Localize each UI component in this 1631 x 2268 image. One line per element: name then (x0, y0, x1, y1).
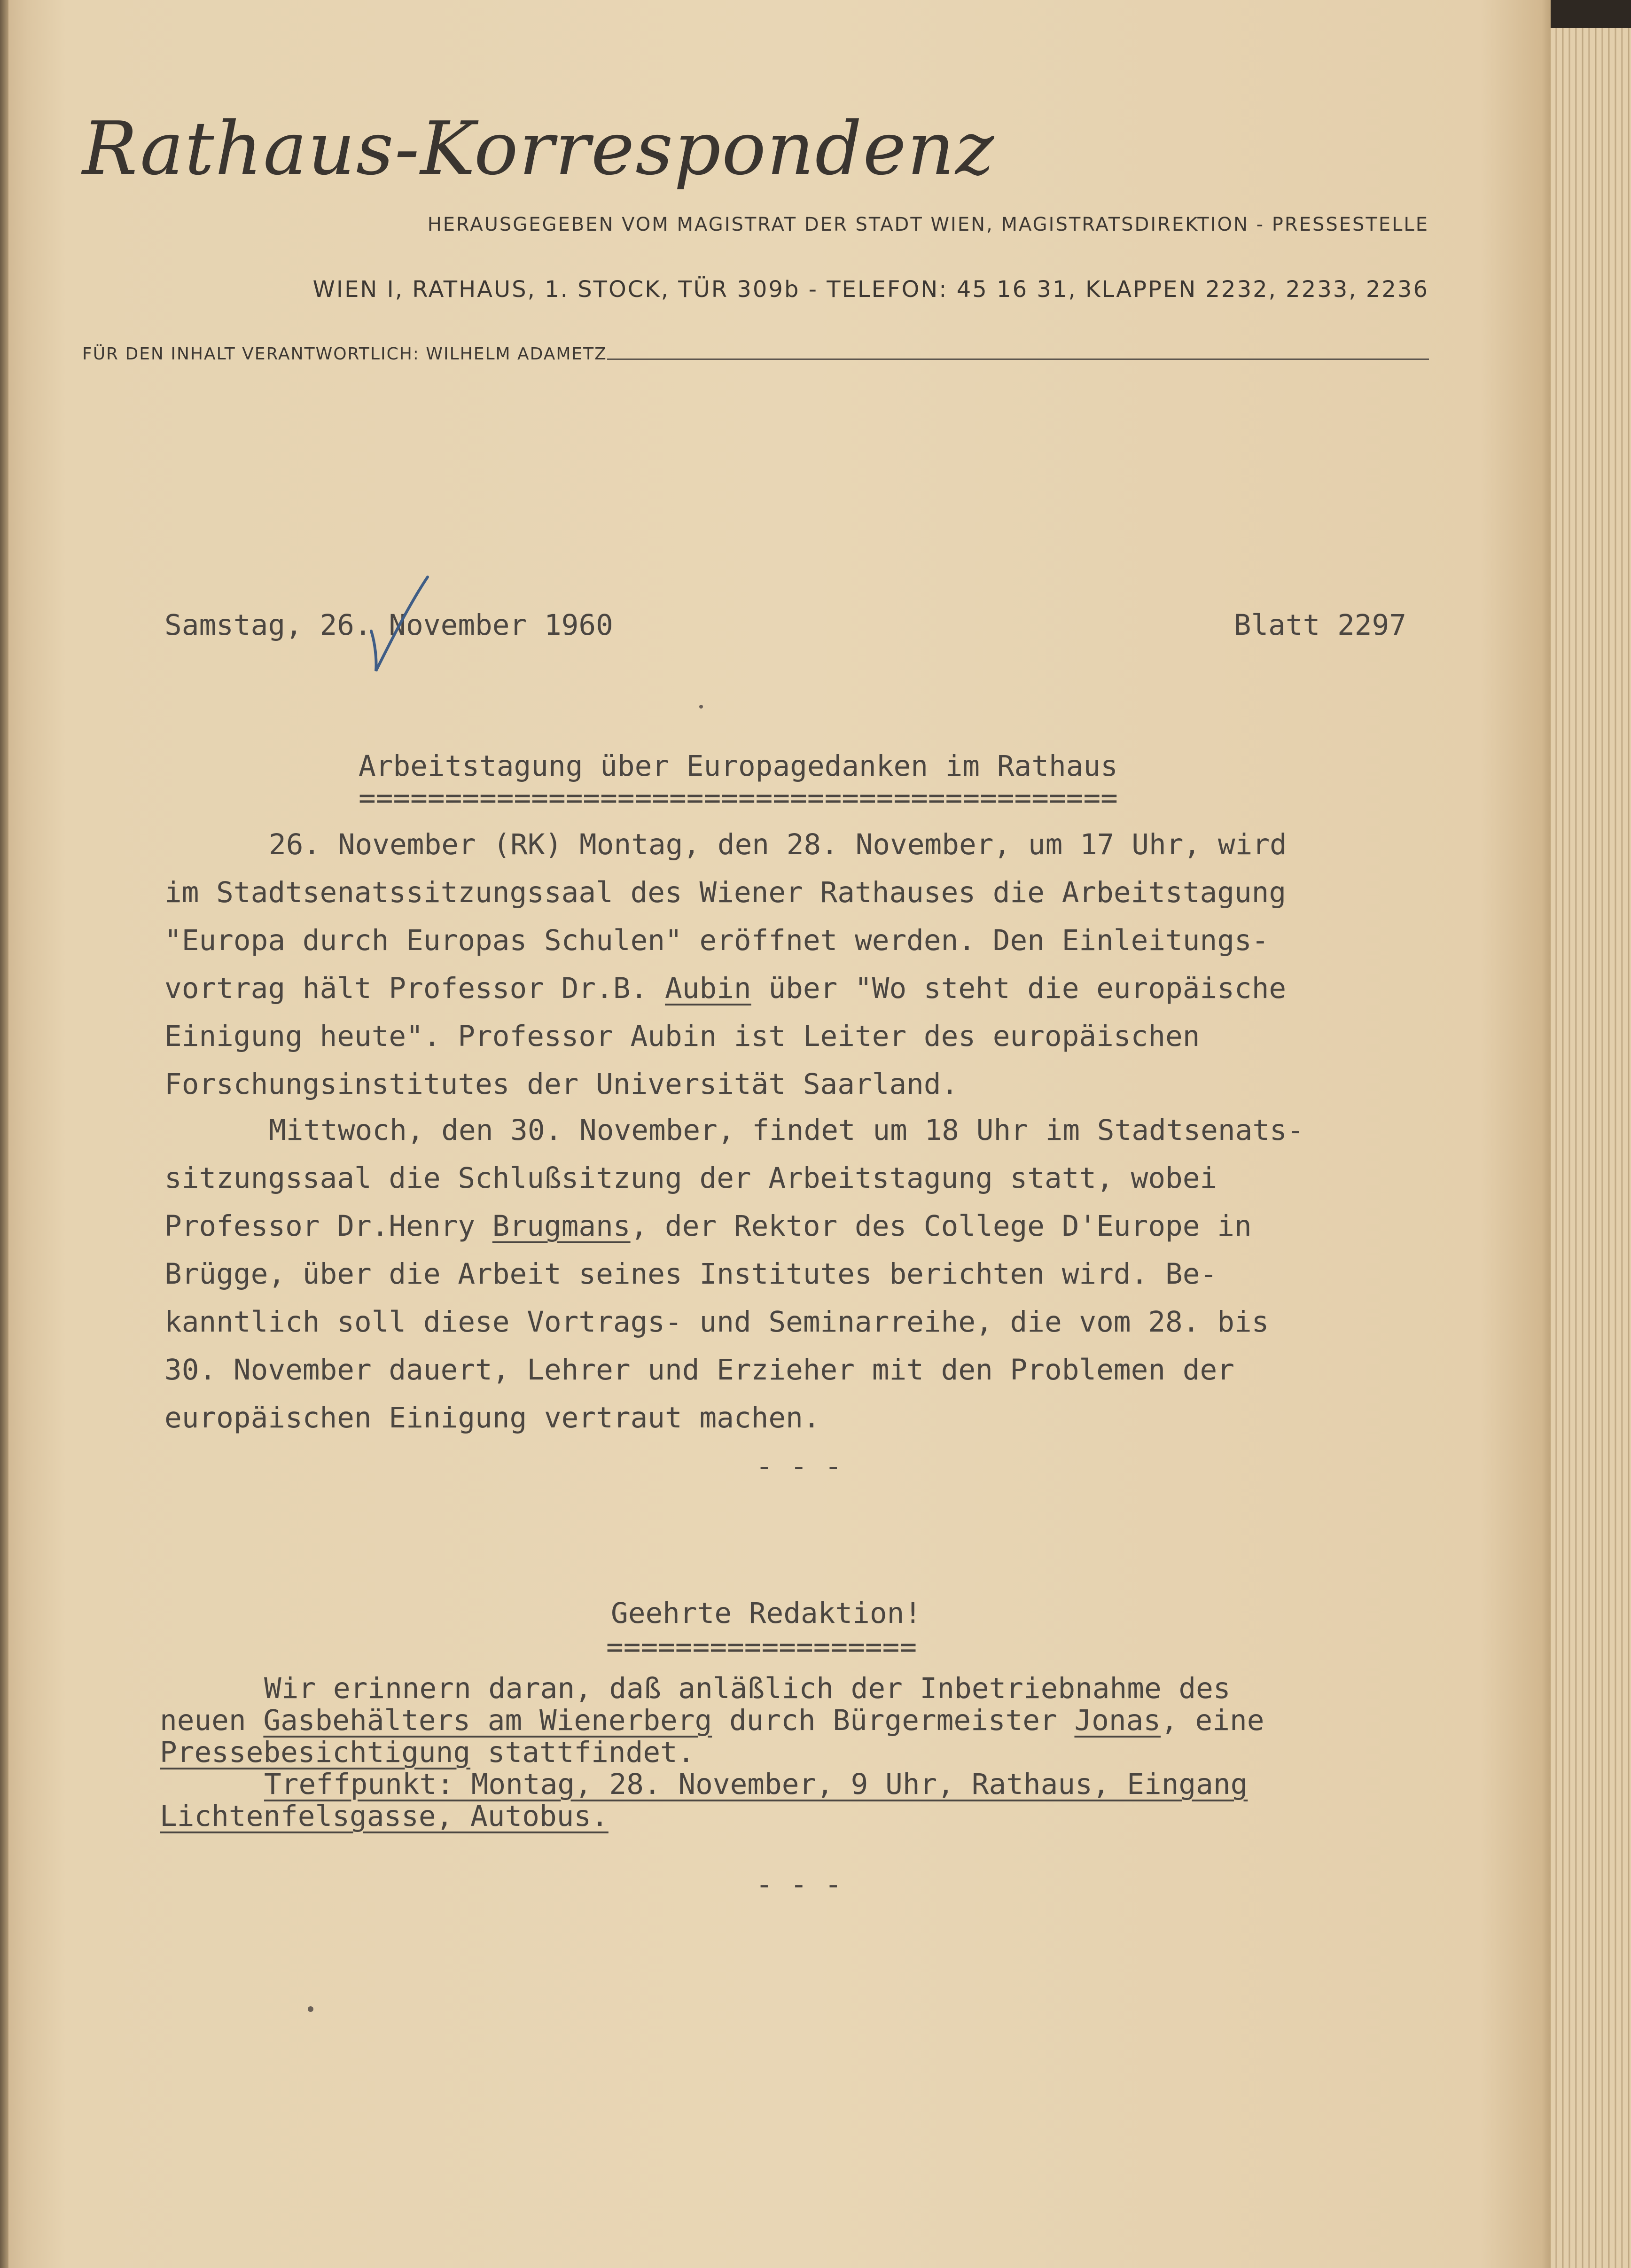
notice-paragraph (160, 1673, 1428, 1832)
responsible-line: FÜR DEN INHALT VERANTWORTLICH: WILHELM ADAMETZ (82, 344, 607, 364)
text-segment: stattfindet. (470, 1736, 695, 1769)
article-paragraph-1 (164, 821, 1433, 1108)
underlined-name: Jonas (1074, 1704, 1161, 1737)
text-line: Wir erinnern daran, daß anläßlich der Inbetriebnahme des (264, 1672, 1231, 1705)
text-line (160, 1705, 1428, 1737)
paper-speck (699, 705, 703, 709)
text-segment: , eine (1161, 1704, 1264, 1737)
text-segment: durch Bürgermeister (712, 1704, 1075, 1737)
underlined-phrase: Lichtenfelsgasse, Autobus. (160, 1800, 609, 1833)
publisher-line: HERAUSGEGEBEN VOM MAGISTRAT DER STADT WIEN, MAGISTRATSDIREKTION - PRESSESTELLE (427, 214, 1429, 235)
text-line: europäischen Einigung vertraut machen. (164, 1401, 820, 1434)
paper-speck (308, 2006, 313, 2012)
text-line: Forschungsinstitutes der Universität Saarland. (164, 1068, 959, 1101)
stacked-page-edges (1551, 28, 1631, 2268)
text-line: im Stadtsenatssitzungssaal des Wiener Rathauses die Arbeitstagung (164, 876, 1287, 909)
article-paragraph-2 (164, 1107, 1433, 1442)
text-segment: Professor Dr.Henry (164, 1209, 492, 1243)
text-line (160, 1769, 1428, 1800)
masthead-title: Rathaus-Korrespondenz (82, 106, 995, 191)
text-line: Brügge, über die Arbeit seines Institutes berichten wird. Be- (164, 1257, 1217, 1291)
underlined-phrase: Pressebesichtigung (160, 1736, 471, 1769)
text-line: 30. November dauert, Lehrer und Erzieher mit den Problemen der (164, 1353, 1234, 1387)
text-line (160, 1800, 1428, 1832)
notice-separator: - - - (756, 1868, 842, 1901)
underlined-phrase: Gasbehälters am Wienerberg (263, 1704, 712, 1737)
underlined-phrase: Treffpunkt: Montag, 28. November, 9 Uhr, Rathaus, Eingang (264, 1768, 1248, 1801)
text-line: 26. November (RK) Montag, den 28. November, um 17 Uhr, wird (269, 828, 1287, 861)
text-segment: , der Rektor des College D'Europe in (630, 1209, 1252, 1243)
sheet-number: Blatt 2297 (1233, 608, 1406, 642)
header-rule (607, 359, 1429, 360)
underlined-name: Aubin (665, 972, 751, 1005)
address-line: WIEN I, RATHAUS, 1. STOCK, TÜR 309b - TELEFON: 45 16 31, KLAPPEN 2232, 2233, 2236 (312, 276, 1429, 303)
text-segment: vortrag hält Professor Dr.B. (164, 972, 665, 1005)
pencil-check-mark-icon (357, 572, 432, 680)
text-segment: über "Wo steht die europäische (751, 972, 1287, 1005)
text-line (164, 965, 1433, 1013)
text-line (160, 1737, 1428, 1769)
text-line: "Europa durch Europas Schulen" eröffnet werden. Den Einleitungs- (164, 924, 1269, 957)
article-headline: Arbeitstagung über Europagedanken im Rathaus (359, 749, 1118, 783)
issue-date: Samstag, 26. November 1960 (164, 608, 613, 642)
responsible-row (82, 344, 1429, 364)
notice-title-underline: ================== (606, 1630, 917, 1664)
underlined-name: Brugmans (492, 1209, 631, 1243)
background-shadow (1551, 0, 1631, 28)
text-line: Einigung heute". Professor Aubin ist Leiter des europäischen (164, 1020, 1200, 1053)
notice-title: Geehrte Redaktion! (611, 1597, 922, 1630)
headline-underline: ============================================ (359, 781, 1118, 815)
text-segment: neuen (160, 1704, 264, 1737)
text-line: kanntlich soll diese Vortrags- und Seminarreihe, die vom 28. bis (164, 1305, 1269, 1339)
binding-spine (0, 0, 8, 2268)
article-separator: - - - (756, 1450, 842, 1483)
text-line (164, 1202, 1433, 1250)
text-line: sitzungssaal die Schlußsitzung der Arbeitstagung statt, wobei (164, 1161, 1217, 1195)
text-line: Mittwoch, den 30. November, findet um 18 Uhr im Stadtsenats- (269, 1114, 1304, 1147)
